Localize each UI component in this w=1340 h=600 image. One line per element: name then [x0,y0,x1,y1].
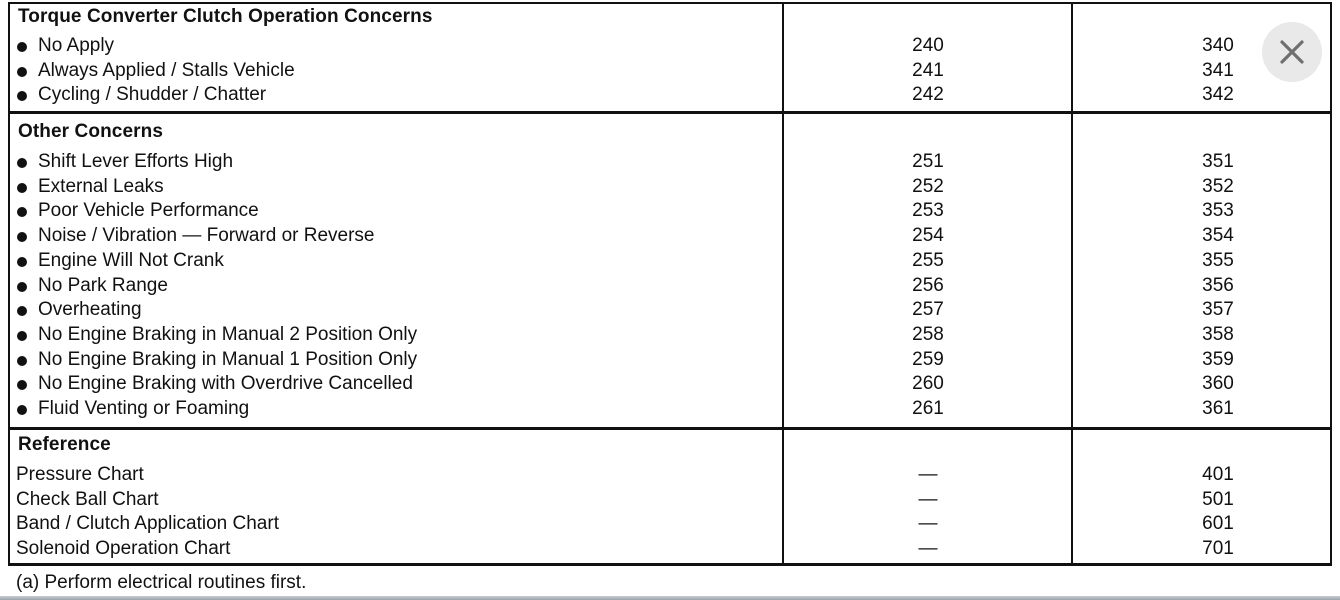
bullet-icon [17,405,27,415]
column-2-value: 351 [1202,151,1234,172]
row-label: Solenoid Operation Chart [16,538,231,559]
column-1-value: 241 [912,60,944,81]
row-label: Overheating [38,299,142,320]
column-2-value: 340 [1202,35,1234,56]
column-2-value: 357 [1202,299,1234,320]
bottom-scroll-edge [0,596,1340,600]
bullet-icon [17,183,27,193]
bullet-icon [17,356,27,366]
column-2-value: 501 [1202,489,1234,510]
bullet-icon [17,158,27,168]
column-2-value: 360 [1202,373,1234,394]
row-label: Shift Lever Efforts High [38,151,234,172]
table-row [0,225,1340,249]
section-title: Reference [18,434,111,455]
row-label: Fluid Venting or Foaming [38,398,250,419]
column-2-value: 352 [1202,176,1234,197]
column-2-value: 354 [1202,225,1234,246]
column-1-value: 257 [912,299,944,320]
bullet-icon [17,306,27,316]
table-row [0,464,1340,488]
column-2-value: 701 [1202,538,1234,559]
row-label: Noise / Vibration — Forward or Reverse [38,225,375,246]
column-2-value: 342 [1202,84,1234,105]
close-button[interactable] [1262,22,1322,82]
footnote: (a) Perform electrical routines first. [16,572,307,593]
table-row [0,299,1340,323]
table-row [0,324,1340,348]
column-1-value: 242 [912,84,944,105]
table-row [0,35,1340,59]
row-label: Pressure Chart [16,464,144,485]
column-2-value: 356 [1202,275,1234,296]
table-row [0,151,1340,175]
column-1-value: — [918,538,938,559]
close-icon [1279,39,1305,65]
bullet-icon [17,331,27,341]
bullet-icon [17,91,27,101]
column-2-value: 341 [1202,60,1234,81]
row-label: Band / Clutch Application Chart [16,513,279,534]
table-row [0,84,1340,108]
column-2-value: 355 [1202,250,1234,271]
bullet-icon [17,42,27,52]
table-row [0,373,1340,397]
table-row [0,60,1340,84]
row-label: No Engine Braking in Manual 1 Position Only [38,349,418,370]
column-2-value: 361 [1202,398,1234,419]
bullet-icon [17,282,27,292]
row-label: No Engine Braking in Manual 2 Position Only [38,324,418,345]
table-row [0,538,1340,562]
row-label: Cycling / Shudder / Chatter [38,84,267,105]
bullet-icon [17,207,27,217]
row-label: No Park Range [38,275,168,296]
column-1-value: 254 [912,225,944,246]
column-2-value: 358 [1202,324,1234,345]
row-label: No Apply [38,35,115,56]
table-row [0,250,1340,274]
column-1-value: 256 [912,275,944,296]
column-1-value: 260 [912,373,944,394]
column-1-value: 251 [912,151,944,172]
row-label: Always Applied / Stalls Vehicle [38,60,295,81]
column-1-value: 240 [912,35,944,56]
bullet-icon [17,67,27,77]
column-1-value: 261 [912,398,944,419]
row-label: Engine Will Not Crank [38,250,224,271]
table-bottom-border [8,563,1332,566]
column-1-value: 259 [912,349,944,370]
table-row [0,176,1340,200]
section-divider-2 [8,427,1332,430]
column-2-value: 401 [1202,464,1234,485]
column-1-value: 252 [912,176,944,197]
column-1-value: 255 [912,250,944,271]
column-1-value: 258 [912,324,944,345]
column-1-value: 253 [912,200,944,221]
table-row [0,398,1340,422]
section-title: Other Concerns [18,121,163,142]
section-divider-1 [8,111,1332,114]
table-row [0,275,1340,299]
column-2-value: 601 [1202,513,1234,534]
row-label: Poor Vehicle Performance [38,200,259,221]
table-row [0,200,1340,224]
table-row [0,349,1340,373]
bullet-icon [17,380,27,390]
row-label: External Leaks [38,176,164,197]
row-label: Check Ball Chart [16,489,159,510]
row-label: No Engine Braking with Overdrive Cancelled [38,373,413,394]
bullet-icon [17,232,27,242]
table-row [0,513,1340,537]
column-2-value: 353 [1202,200,1234,221]
table-row [0,489,1340,513]
section-title: Torque Converter Clutch Operation Concerns [18,6,433,27]
column-1-value: — [918,513,938,534]
column-1-value: — [918,464,938,485]
bullet-icon [17,257,27,267]
column-1-value: — [918,489,938,510]
column-2-value: 359 [1202,349,1234,370]
